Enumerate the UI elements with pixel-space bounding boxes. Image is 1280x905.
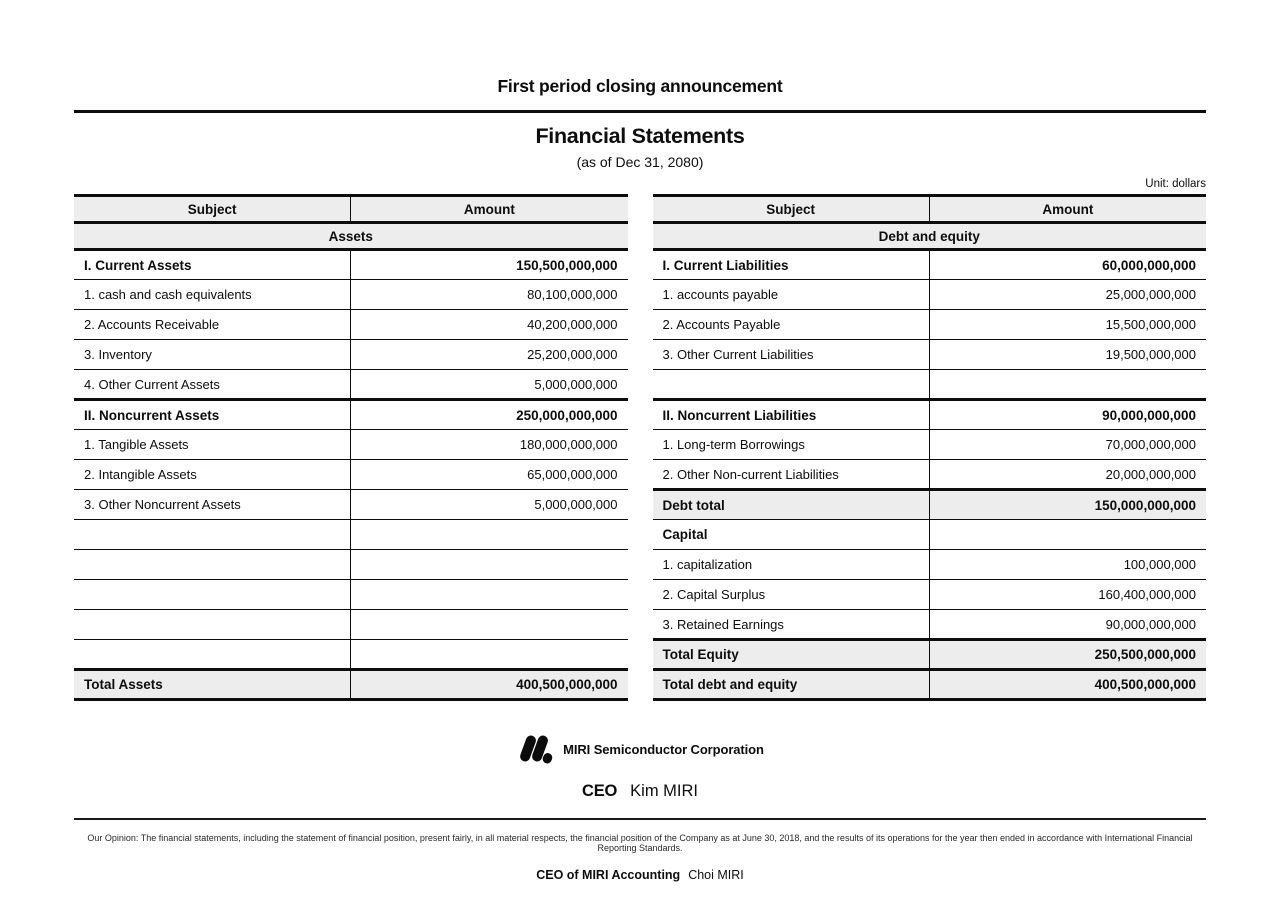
miri-logo-icon [516, 733, 554, 765]
amount-cell: 150,000,000,000 [1094, 497, 1196, 513]
financial-statement-page [74, 0, 1206, 882]
subject-cell: Debt total [653, 490, 930, 520]
subject-cell [74, 640, 351, 670]
company-brand [74, 733, 1206, 765]
subject-cell: 3. Other Current Liabilities [653, 340, 930, 370]
subject-cell: I. Current Liabilities [653, 250, 930, 280]
amount-cell [351, 550, 628, 580]
table-row [653, 250, 1207, 280]
page-subtitle: (as of Dec 31, 2080) [576, 154, 704, 170]
subject-cell [653, 370, 930, 400]
subject-cell [74, 520, 351, 550]
amount-cell: 19,500,000,000 [1105, 347, 1196, 362]
subject-cell: II. Noncurrent Assets [74, 400, 351, 430]
amount-cell [351, 520, 628, 550]
debt-equity-section-header-row [653, 223, 1207, 250]
subject-cell: 2. Accounts Payable [653, 310, 930, 340]
debt-total-row [653, 490, 1207, 520]
subject-cell: 1. Long-term Borrowings [653, 430, 930, 460]
amount-cell: 25,200,000,000 [527, 347, 618, 362]
amount-column-header: Amount [1042, 201, 1094, 217]
subject-cell [74, 610, 351, 640]
amount-cell [351, 580, 628, 610]
subject-cell: I. Current Assets [74, 250, 351, 280]
table-row [74, 640, 628, 670]
amount-cell: 160,400,000,000 [1098, 587, 1196, 602]
amount-cell: 65,000,000,000 [527, 467, 618, 482]
table-row [74, 610, 628, 640]
amount-cell: 90,000,000,000 [1105, 616, 1196, 632]
subject-cell [74, 550, 351, 580]
subject-cell: Total Equity [653, 640, 930, 670]
table-row [653, 430, 1207, 460]
amount-cell: 70,000,000,000 [1105, 437, 1196, 452]
amount-cell: 5,000,000,000 [534, 497, 618, 512]
subject-cell: 1. Tangible Assets [74, 430, 351, 460]
subject-cell: 2. Accounts Receivable [74, 310, 351, 340]
table-row [653, 370, 1207, 400]
table-row [74, 550, 628, 580]
table-row [74, 520, 628, 550]
ceo-name: Kim MIRI [630, 782, 698, 800]
amount-cell: 250,000,000,000 [516, 407, 618, 423]
amount-cell [351, 640, 628, 670]
accounting-title-label: CEO of MIRI Accounting [536, 868, 681, 882]
table-row [653, 550, 1207, 580]
subject-cell: 2. Intangible Assets [74, 460, 351, 490]
ceo-signature-line [74, 782, 1206, 801]
top-divider [74, 110, 1206, 113]
table-row [74, 400, 628, 430]
amount-cell [351, 610, 628, 640]
subject-column-header: Subject [653, 196, 930, 223]
subject-cell: 3. Other Noncurrent Assets [74, 490, 351, 520]
unit-label: Unit: dollars [1145, 178, 1206, 190]
announcement-title: First period closing announcement [497, 76, 783, 96]
amount-cell: 100,000,000 [1123, 557, 1196, 572]
assets-section-title: Assets [328, 228, 373, 244]
table-row [653, 580, 1207, 610]
table-row [74, 280, 628, 310]
table-row [653, 310, 1207, 340]
amount-column-header: Amount [463, 201, 515, 217]
subject-cell: 3. Retained Earnings [653, 610, 930, 640]
amount-cell: 400,500,000,000 [1094, 677, 1196, 692]
amount-cell: 80,100,000,000 [527, 287, 618, 302]
table-row [653, 280, 1207, 310]
amount-cell [929, 370, 1206, 400]
subject-cell [74, 580, 351, 610]
subject-cell: 3. Inventory [74, 340, 351, 370]
subject-cell: 1. cash and cash equivalents [74, 280, 351, 310]
subject-cell: Capital [653, 520, 930, 550]
company-name: MIRI Semiconductor Corporation [563, 741, 764, 757]
subject-cell: 2. Capital Surplus [653, 580, 930, 610]
total-assets-row [74, 670, 628, 700]
table-row [74, 250, 628, 280]
amount-cell [929, 520, 1206, 550]
accounting-ceo-name: Choi MIRI [688, 868, 744, 882]
amount-cell: 150,500,000,000 [516, 257, 618, 273]
assets-section-header-row [74, 223, 628, 250]
subject-cell: 4. Other Current Assets [74, 370, 351, 400]
amount-cell: 40,200,000,000 [527, 317, 618, 332]
tables-container [74, 194, 1206, 701]
table-row [74, 490, 628, 520]
total-debt-equity-row [653, 670, 1207, 700]
subject-cell: 1. accounts payable [653, 280, 930, 310]
accounting-signature-line [74, 868, 1206, 882]
total-equity-row [653, 640, 1207, 670]
debt-equity-column-header-row [653, 196, 1207, 223]
debt-equity-table [653, 194, 1207, 701]
table-row [74, 580, 628, 610]
amount-cell: 90,000,000,000 [1102, 407, 1196, 423]
subject-cell: Total debt and equity [653, 670, 930, 700]
table-row [74, 310, 628, 340]
table-row [74, 370, 628, 400]
audit-opinion-text: Our Opinion: The financial statements, including the statement of financial position, present fairly, in all material respects, the financial position of the Company as at June 30, 2018, and the results of its operations for the year then ended in accordance with International Financial Reporting Standards. [87, 833, 1193, 853]
amount-cell: 15,500,000,000 [1105, 317, 1196, 332]
page-title: Financial Statements [535, 124, 745, 148]
assets-column-header-row [74, 196, 628, 223]
subject-cell: II. Noncurrent Liabilities [653, 400, 930, 430]
debt-equity-section-title: Debt and equity [878, 228, 980, 244]
amount-cell: 25,000,000,000 [1105, 287, 1196, 302]
bottom-divider [74, 818, 1206, 820]
amount-cell: 5,000,000,000 [534, 376, 618, 392]
assets-table [74, 194, 628, 701]
amount-cell: 400,500,000,000 [516, 677, 618, 692]
ceo-title-label: CEO [582, 782, 618, 800]
table-row [653, 460, 1207, 490]
capital-label-row [653, 520, 1207, 550]
amount-cell: 60,000,000,000 [1102, 257, 1196, 273]
subject-cell: 2. Other Non-current Liabilities [653, 460, 930, 490]
table-row [653, 400, 1207, 430]
amount-cell: 20,000,000,000 [1105, 466, 1196, 482]
subject-cell: 1. capitalization [653, 550, 930, 580]
table-row [74, 340, 628, 370]
table-row [74, 460, 628, 490]
amount-cell: 250,500,000,000 [1094, 647, 1196, 662]
subject-cell: Total Assets [74, 670, 351, 700]
subject-column-header: Subject [74, 196, 351, 223]
amount-cell: 180,000,000,000 [519, 437, 618, 452]
table-row [74, 430, 628, 460]
table-row [653, 340, 1207, 370]
table-row [653, 610, 1207, 640]
